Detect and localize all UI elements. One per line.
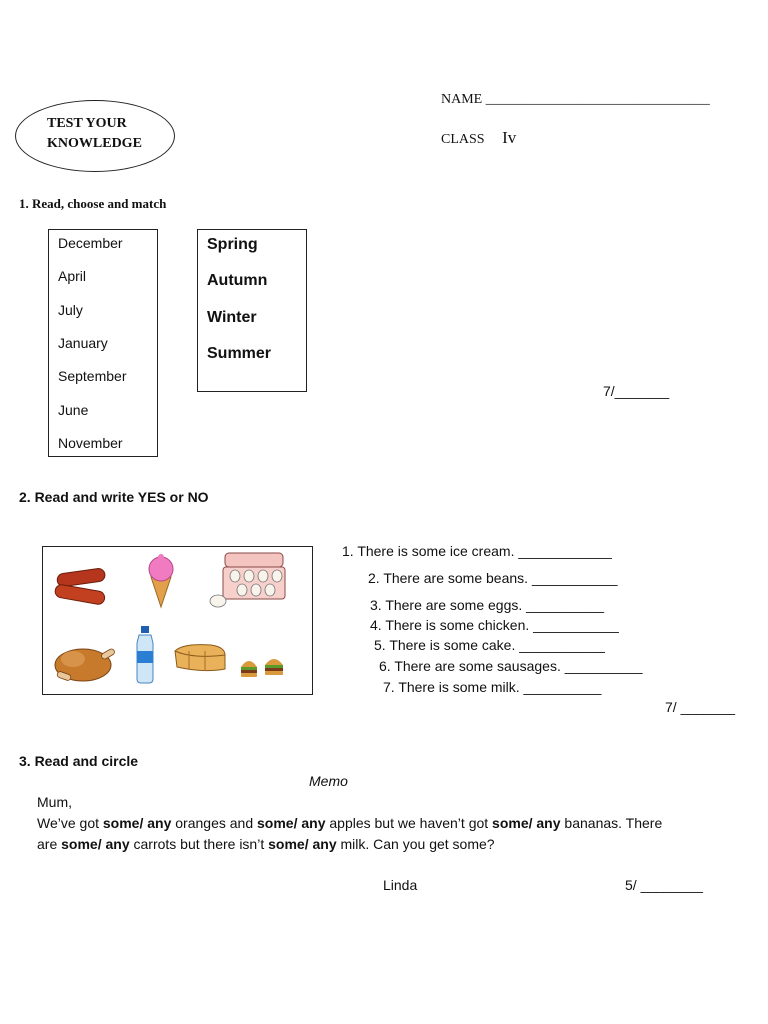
food-illustrations [43,547,312,694]
memo-text: We’ve got [37,815,103,831]
section1-score: 7/_______ [603,383,670,399]
burgers-icon [241,659,283,677]
memo-line1 [37,813,662,834]
question-item: 2. There are some beans. ___________ [368,570,618,586]
circle-option[interactable]: some/ any [268,836,337,852]
memo-text: bananas. There [560,815,663,831]
circle-option[interactable]: some/ any [492,815,561,831]
memo-text: oranges and [171,815,257,831]
memo-text: are [37,836,62,852]
memo-text: carrots but there isn’t [129,836,269,852]
question-item: 6. There are some sausages. __________ [379,658,643,674]
section2-score: 7/ _______ [665,699,736,715]
name-field[interactable] [441,92,710,108]
egg-carton-icon [210,553,285,607]
test-title [47,114,142,154]
memo-signature: Linda [383,877,418,893]
season-item: Summer [207,345,272,362]
question-item: 3. There are some eggs. __________ [370,597,605,613]
test-title-line2: KNOWLEDGE [47,136,142,151]
question-item: 5. There is some cake. ___________ [374,637,605,653]
month-item: November [58,435,123,451]
memo-text: apples but we haven’t got [325,815,493,831]
seasons-box [197,229,307,392]
month-item: January [58,335,108,351]
month-item: June [58,402,89,418]
section2-title: 2. Read and write YES or NO [19,489,209,505]
month-item: April [58,268,87,284]
month-item: September [58,368,127,384]
circle-option[interactable]: some/ any [102,815,172,831]
sausages-icon [54,568,106,606]
bottle-icon [137,626,153,683]
memo-title: Memo [309,773,348,789]
question-item: 1. There is some ice cream. ____________ [342,543,612,559]
memo-greeting: Mum, [37,794,72,810]
section3-title: 3. Read and circle [19,753,139,769]
name-label: NAME [441,92,483,107]
months-box [48,229,158,457]
cake-icon [175,645,225,671]
ice-cream-icon [149,554,173,607]
season-item: Winter [207,309,257,326]
test-title-line1: TEST YOUR [47,116,127,131]
memo-text: milk. Can you get some? [336,836,495,852]
class-value: Iv [502,128,517,147]
name-blank[interactable]: ________________________________ [485,92,710,107]
chicken-icon [55,648,116,681]
section1-title: 1. Read, choose and match [19,196,167,211]
season-item: Autumn [207,272,268,289]
question-item: 4. There is some chicken. ___________ [370,617,619,633]
month-item: July [58,302,83,318]
season-item: Spring [207,236,258,253]
food-picture [42,546,313,695]
circle-option[interactable]: some/ any [61,836,130,852]
question-item: 7. There is some milk. __________ [383,679,602,695]
class-field [441,128,516,148]
section3-score: 5/ ________ [625,877,703,893]
memo-line2 [37,834,495,855]
class-label: CLASS [441,132,485,147]
circle-option[interactable]: some/ any [257,815,326,831]
month-item: December [58,235,123,251]
